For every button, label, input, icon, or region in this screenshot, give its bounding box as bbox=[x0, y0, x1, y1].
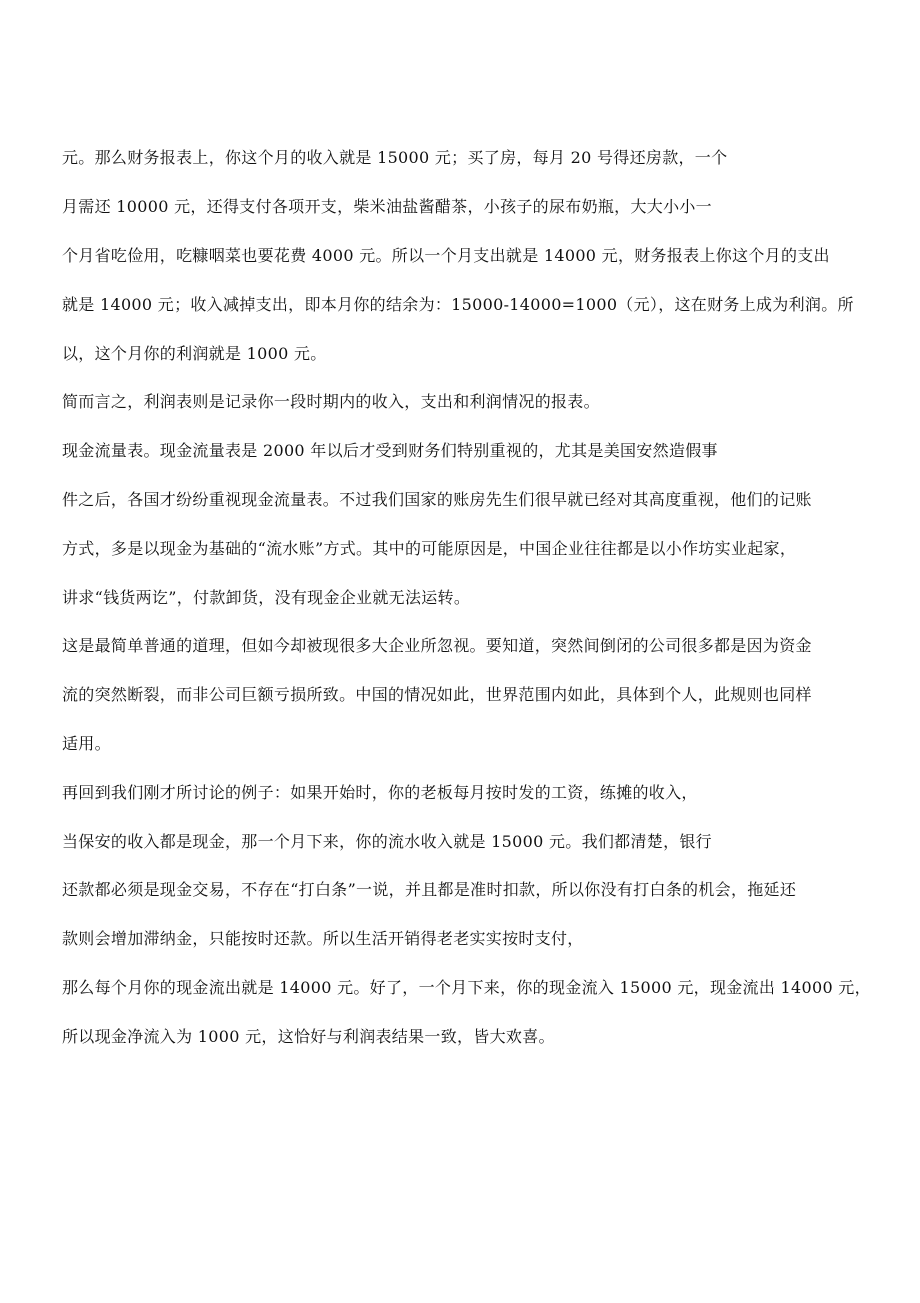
text-line: 款则会增加滞纳金，只能按时还款。所以生活开销得老老实实按时支付， bbox=[62, 929, 584, 948]
text-line: 流的突然断裂，而非公司巨额亏损所致。中国的情况如此，世界范围内如此，具体到个人，此规则也同样 bbox=[62, 685, 812, 704]
text-line: 以，这个月你的利润就是 1000 元。 bbox=[62, 344, 327, 363]
text-line: 适用。 bbox=[62, 734, 111, 753]
text-line: 再回到我们刚才所讨论的例子：如果开始时，你的老板每月按时发的工资，练摊的收入， bbox=[62, 783, 698, 802]
text-line: 就是 14000 元；收入减掉支出，即本月你的结余为：15000-14000=1000（元），这在财务上成为利润。所 bbox=[62, 295, 854, 314]
text-line: 现金流量表。现金流量表是 2000 年以后才受到财务们特别重视的，尤其是美国安然造假事 bbox=[62, 441, 718, 460]
text-line: 件之后，各国才纷纷重视现金流量表。不过我们国家的账房先生们很早就已经对其高度重视，他们的记账 bbox=[62, 490, 812, 509]
text-line: 简而言之，利润表则是记录你一段时期内的收入，支出和利润情况的报表。 bbox=[62, 392, 600, 411]
text-line: 所以现金净流入为 1000 元，这恰好与利润表结果一致，皆大欢喜。 bbox=[62, 1027, 555, 1046]
text-line: 方式，多是以现金为基础的“流水账”方式。其中的可能原因是，中国企业往往都是以小作坊实业起家， bbox=[62, 539, 797, 558]
text-line: 个月省吃俭用，吃糠咽菜也要花费 4000 元。所以一个月支出就是 14000 元，财务报表上你这个月的支出 bbox=[62, 246, 830, 265]
text-line: 讲求“钱货两讫”，付款卸货，没有现金企业就无法运转。 bbox=[62, 588, 471, 607]
text-line: 那么每个月你的现金流出就是 14000 元。好了，一个月下来，你的现金流入 15000 元，现金流出 14000 元， bbox=[62, 978, 871, 997]
text-line: 当保安的收入都是现金，那一个月下来，你的流水收入就是 15000 元。我们都清楚，银行 bbox=[62, 832, 712, 851]
text-line: 这是最简单普通的道理，但如今却被现很多大企业所忽视。要知道，突然间倒闭的公司很多都是因为资金 bbox=[62, 636, 812, 655]
text-line: 元。那么财务报表上，你这个月的收入就是 15000 元；买了房，每月 20 号得还房款，一个 bbox=[62, 148, 728, 167]
text-line: 月需还 10000 元，还得支付各项开支，柴米油盐酱醋茶，小孩子的尿布奶瓶，大大小小一 bbox=[62, 197, 712, 216]
text-line: 还款都必须是现金交易，不存在“打白条”一说，并且都是准时扣款，所以你没有打白条的机会，拖延还 bbox=[62, 880, 797, 899]
